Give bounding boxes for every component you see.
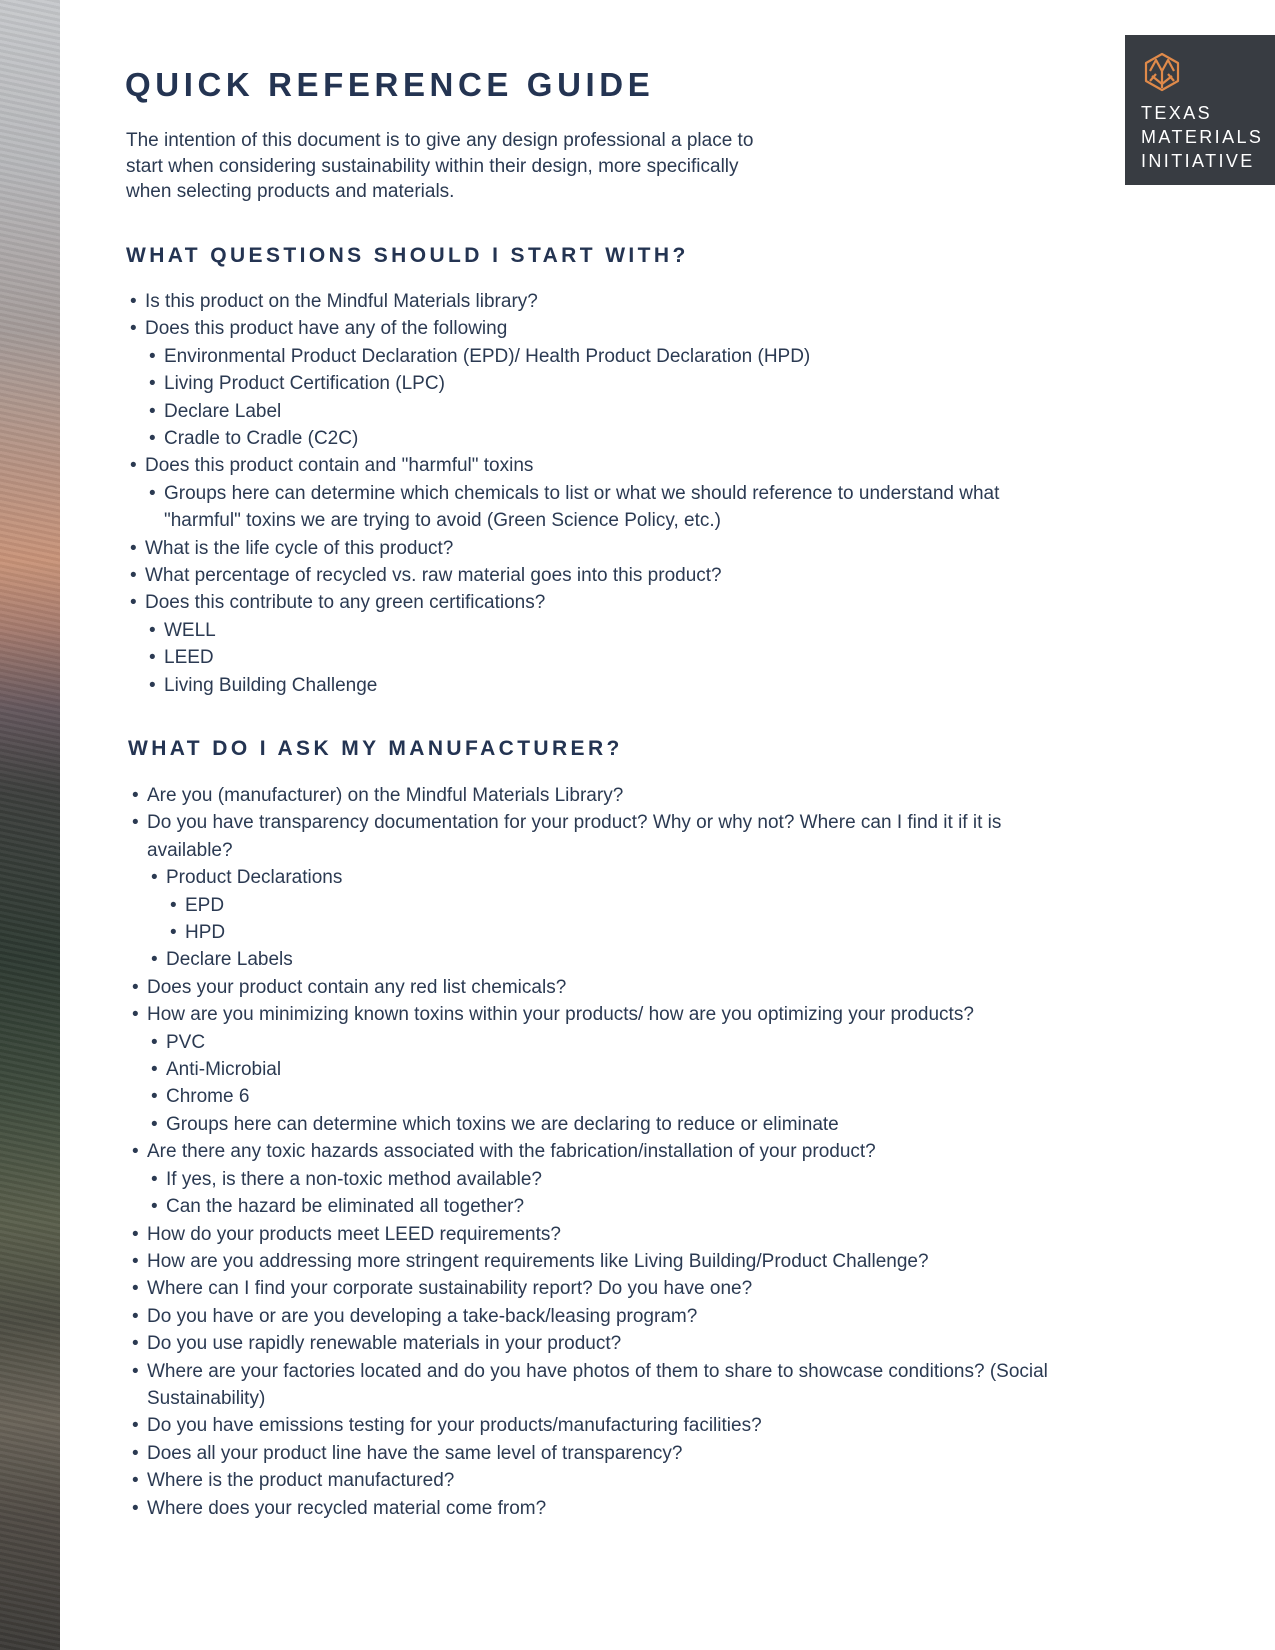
texas-materials-initiative-logo xyxy=(1125,35,1275,185)
list-item: • Are there any toxic hazards associated with the fabrication/installation of your product? xyxy=(128,1138,1063,1165)
list-item: • Living Building Challenge xyxy=(145,672,1026,699)
list-item: • Environmental Product Declaration (EPD)/ Health Product Declaration (HPD) xyxy=(145,343,1026,370)
section-heading-questions: WHAT QUESTIONS SHOULD I START WITH? xyxy=(126,244,689,267)
manufacturer-questions-list xyxy=(128,782,1063,1522)
list-item: • Does all your product line have the same level of transparency? xyxy=(128,1440,1063,1467)
list-item: • Is this product on the Mindful Materials library? xyxy=(126,288,1026,315)
page-title: QUICK REFERENCE GUIDE xyxy=(125,66,655,103)
list-item: • Does this product contain and "harmful" toxins xyxy=(126,452,1026,479)
list-item: • Living Product Certification (LPC) xyxy=(145,370,1026,397)
list-item: • Anti-Microbial xyxy=(147,1056,1063,1083)
list-item: • Does your product contain any red list chemicals? xyxy=(128,974,1063,1001)
list-item: • How are you addressing more stringent requirements like Living Building/Product Challenge? xyxy=(128,1248,1063,1275)
list-item: • What is the life cycle of this product? xyxy=(126,535,1026,562)
logo-line: INITIATIVE xyxy=(1141,151,1255,171)
list-item: • WELL xyxy=(145,617,1026,644)
list-item: • Chrome 6 xyxy=(147,1083,1063,1110)
list-item: • Where can I find your corporate sustainability report? Do you have one? xyxy=(128,1275,1063,1302)
section-heading-manufacturer: WHAT DO I ASK MY MANUFACTURER? xyxy=(128,737,623,760)
questions-list xyxy=(126,288,1026,699)
list-item: • LEED xyxy=(145,644,1026,671)
list-item: • Are you (manufacturer) on the Mindful Materials Library? xyxy=(128,782,1063,809)
list-item: • Can the hazard be eliminated all together? xyxy=(147,1193,1063,1220)
logo-line: TEXAS xyxy=(1141,103,1213,123)
list-item: • Do you have emissions testing for your products/manufacturing facilities? xyxy=(128,1412,1063,1439)
list-item: • Cradle to Cradle (C2C) xyxy=(145,425,1026,452)
list-item: • Declare Label xyxy=(145,398,1026,425)
list-item: • Where are your factories located and do you have photos of them to share to showcase conditions? (Social Sustainability) xyxy=(128,1358,1063,1413)
list-item: • Where does your recycled material come from? xyxy=(128,1495,1063,1522)
list-item: • PVC xyxy=(147,1029,1063,1056)
list-item: • Groups here can determine which toxins we are declaring to reduce or eliminate xyxy=(147,1111,1063,1138)
list-item: • Do you have or are you developing a take-back/leasing program? xyxy=(128,1303,1063,1330)
list-item: • Where is the product manufactured? xyxy=(128,1467,1063,1494)
list-item: • How do your products meet LEED requirements? xyxy=(128,1221,1063,1248)
logo-wordmark xyxy=(1141,101,1263,173)
list-item: • Does this product have any of the following xyxy=(126,315,1026,342)
list-item: • Declare Labels xyxy=(147,946,1063,973)
intro-paragraph: The intention of this document is to give any design professional a place to start when considering sustainability within their design, more specifically when selecting products and materials. xyxy=(126,130,754,202)
list-item: • How are you minimizing known toxins within your products/ how are you optimizing your products? xyxy=(128,1001,1063,1028)
list-item: • Product Declarations xyxy=(147,864,1063,891)
list-item: • Do you use rapidly renewable materials in your product? xyxy=(128,1330,1063,1357)
list-item: • EPD xyxy=(166,892,1063,919)
list-item: • Do you have transparency documentation for your product? Why or why not? Where can I find it if it is available? xyxy=(128,809,1063,864)
list-item: • Does this contribute to any green certifications? xyxy=(126,589,1026,616)
list-item: • What percentage of recycled vs. raw material goes into this product? xyxy=(126,562,1026,589)
list-item: • Groups here can determine which chemicals to list or what we should reference to understand what "harmful" toxins we are trying to avoid (Green Science Policy, etc.) xyxy=(145,480,1026,535)
logo-line: MATERIALS xyxy=(1141,127,1264,147)
side-landscape-photo xyxy=(0,0,60,1650)
list-item: • HPD xyxy=(166,919,1063,946)
leaf-emblem-icon xyxy=(1141,51,1183,93)
list-item: • If yes, is there a non-toxic method available? xyxy=(147,1166,1063,1193)
